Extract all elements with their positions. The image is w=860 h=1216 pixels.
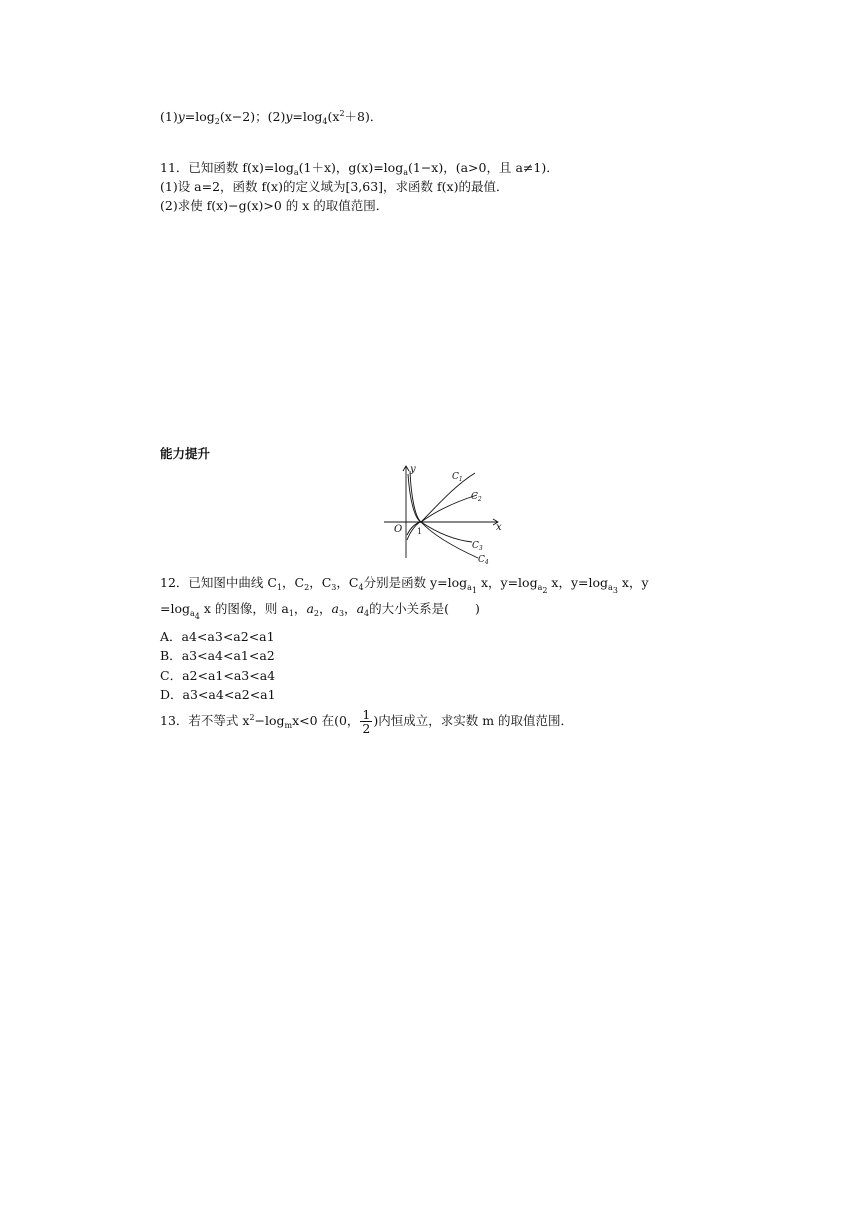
label-c1: $C_1$ <box>452 472 463 483</box>
problem-11-stem: 11．已知函数 $f(x)=\log_a(1+x)$，$g(x)=\log_a(1-x)$，(a>0，且 a≠1)． <box>160 160 559 177</box>
x-axis-label: x <box>496 522 502 533</box>
curve-c4 <box>410 471 478 558</box>
option-a[interactable]: A．a4<a3<a2<a1 <box>160 629 275 644</box>
problem-10-parts: $(1)y=\log_2(x-2)$；$(2)y=\log_4(x^2+8)$． <box>160 109 383 126</box>
y-axis-label: y <box>410 464 416 475</box>
label-c2: $C_2$ <box>471 492 482 503</box>
problem-13-stem: 13．若不等式 $x^2-\log_mx<0$ 在(0， $\frac{1}{2}$ )内恒成立，求实数 m 的取值范围． <box>160 707 574 736</box>
option-c[interactable]: C．a2<a1<a3<a4 <box>160 668 276 683</box>
option-b[interactable]: B．a3<a4<a1<a2 <box>160 648 275 663</box>
section-heading: 能力提升 <box>160 446 211 461</box>
origin-label: O <box>394 524 403 535</box>
option-d[interactable]: D．a3<a4<a2<a1 <box>160 687 276 702</box>
problem-11-question-1: (1)设 a=2，函数 f(x)的定义域为[3,63]，求函数 f(x)的最值． <box>160 179 509 194</box>
one-label: 1 <box>417 527 423 536</box>
label-c3: $C_3$ <box>472 541 483 552</box>
log-curves-figure <box>380 462 510 567</box>
problem-12-stem-line-1: 12．已知图中曲线 $C_1$，$C_2$，$C_3$，$C_4$分别是函数 $y=\log_{a1}$ x，$y=\log_{a2}$ x，$y=\log_{a3}$ x，y <box>160 575 649 595</box>
problem-12-stem-line-2: $=\log_{a4}$ x 的图像，则 $a_1$，$a_2$，$a_3$，$a_4$的大小关系是( ) <box>160 601 480 621</box>
problem-11-question-2: (2)求使 f(x)−g(x)>0 的 x 的取值范围． <box>160 198 389 213</box>
label-c4: $C_4$ <box>478 555 489 566</box>
one-half-fraction: $\frac{1}{2}$ <box>362 707 371 736</box>
